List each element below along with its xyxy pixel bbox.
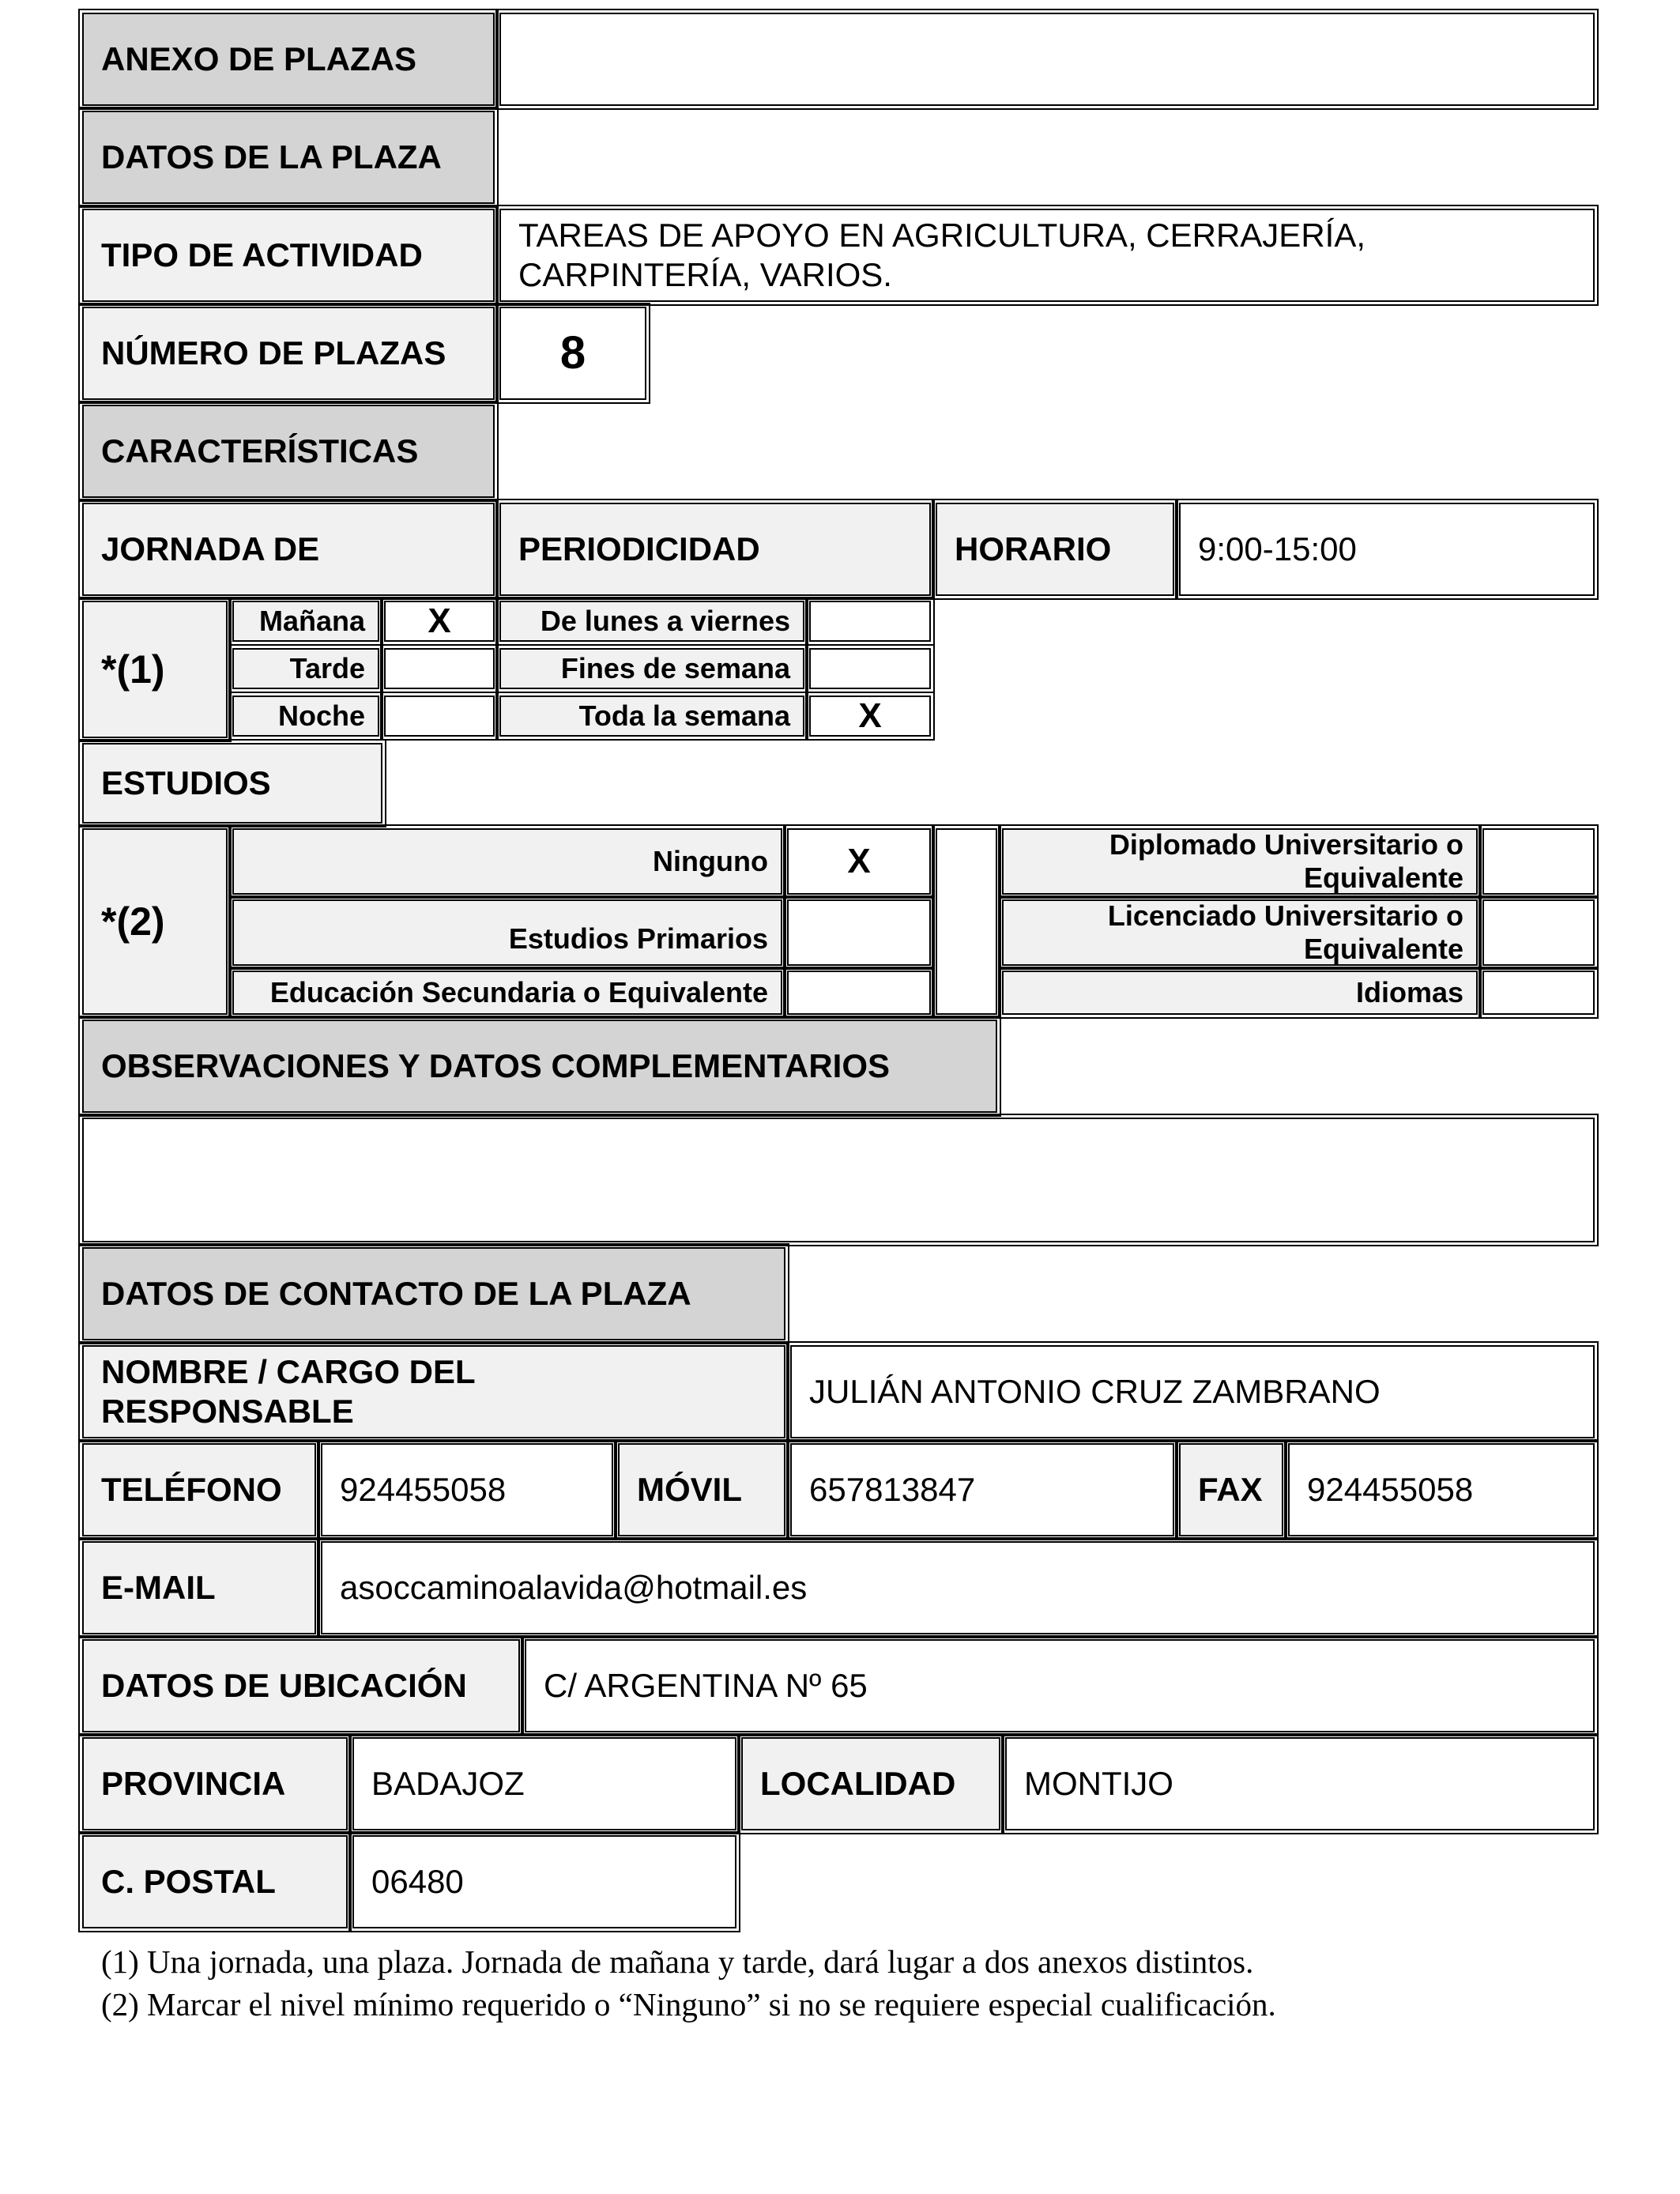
contacto-label: DATOS DE CONTACTO DE LA PLAZA	[82, 1247, 785, 1340]
estudios-diplomado-line-2: Equivalente	[1303, 861, 1463, 894]
observaciones-field[interactable]	[82, 1118, 1595, 1242]
estudios-option-ninguno: Ninguno	[232, 828, 782, 895]
estudios-idiomas-checkbox[interactable]	[1482, 971, 1595, 1015]
email-label: E-MAIL	[82, 1541, 316, 1634]
provincia-value[interactable]: BADAJOZ	[352, 1737, 736, 1830]
responsable-value[interactable]: JULIÁN ANTONIO CRUZ ZAMBRANO	[790, 1345, 1595, 1438]
email-value[interactable]: asoccaminoalavida@hotmail.es	[321, 1541, 1595, 1634]
estudios-option-secundaria: Educación Secundaria o Equivalente	[232, 971, 782, 1015]
anexo-value-field[interactable]	[499, 13, 1595, 106]
telefono-label: TELÉFONO	[82, 1443, 316, 1536]
localidad-value[interactable]: MONTIJO	[1005, 1737, 1595, 1830]
estudios-ninguno-checkbox[interactable]: X	[787, 828, 931, 895]
fax-label: FAX	[1179, 1443, 1283, 1536]
responsable-label-line-1: NOMBRE / CARGO DEL	[101, 1353, 476, 1390]
jornada-tarde-checkbox[interactable]	[384, 648, 495, 689]
estudios-secundaria-checkbox[interactable]	[787, 971, 931, 1015]
estudios-primarios-checkbox[interactable]	[787, 899, 931, 966]
estudios-spacer	[936, 828, 997, 1015]
footnote-1: (1) Una jornada, una plaza. Jornada de mañana y tarde, dará lugar a dos anexos distintos.	[101, 1943, 1254, 1980]
jornada-noche-checkbox[interactable]	[384, 696, 495, 737]
fax-value[interactable]: 924455058	[1288, 1443, 1595, 1536]
estudios-option-primarios: Estudios Primarios	[232, 899, 782, 966]
estudios-option-licenciado	[1002, 899, 1478, 966]
footnote-2: (2) Marcar el nivel mínimo requerido o “Ninguno” si no se requiere especial cualificación.	[101, 1986, 1276, 2022]
ref-2-label: *(2)	[82, 828, 228, 1015]
periodicidad-option-toda-semana: Toda la semana	[499, 696, 804, 737]
horario-label: HORARIO	[936, 503, 1174, 596]
periodicidad-toda-semana-checkbox[interactable]: X	[809, 696, 931, 737]
localidad-label: LOCALIDAD	[741, 1737, 1000, 1830]
observaciones-label: OBSERVACIONES Y DATOS COMPLEMENTARIOS	[82, 1020, 997, 1113]
postal-value[interactable]: 06480	[352, 1835, 736, 1928]
caracteristicas-label: CARACTERÍSTICAS	[82, 405, 495, 498]
tipo-actividad-label: TIPO DE ACTIVIDAD	[82, 209, 495, 302]
estudios-licenciado-line-1: Licenciado Universitario o	[1107, 899, 1463, 932]
responsable-label	[82, 1345, 785, 1438]
movil-value[interactable]: 657813847	[790, 1443, 1174, 1536]
estudios-option-idiomas: Idiomas	[1002, 971, 1478, 1015]
periodicidad-option-lunes-viernes: De lunes a viernes	[499, 601, 804, 642]
horario-value[interactable]: 9:00-15:00	[1179, 503, 1595, 596]
estudios-licenciado-line-2: Equivalente	[1303, 933, 1463, 965]
ubicacion-label: DATOS DE UBICACIÓN	[82, 1639, 520, 1732]
anexo-label: ANEXO DE PLAZAS	[82, 13, 495, 106]
numero-plazas-label: NÚMERO DE PLAZAS	[82, 307, 495, 400]
provincia-label: PROVINCIA	[82, 1737, 348, 1830]
datos-plaza-label: DATOS DE LA PLAZA	[82, 111, 495, 204]
ref-1-label: *(1)	[82, 601, 228, 738]
responsable-label-line-2: RESPONSABLE	[101, 1393, 354, 1430]
estudios-option-diplomado	[1002, 828, 1478, 895]
jornada-option-manana: Mañana	[232, 601, 379, 642]
numero-plazas-value[interactable]: 8	[499, 307, 646, 400]
periodicidad-label: PERIODICIDAD	[499, 503, 931, 596]
jornada-manana-checkbox[interactable]: X	[384, 601, 495, 642]
jornada-option-noche: Noche	[232, 696, 379, 737]
jornada-label: JORNADA DE	[82, 503, 495, 596]
jornada-option-tarde: Tarde	[232, 648, 379, 689]
tipo-actividad-value[interactable]	[499, 209, 1595, 302]
ubicacion-value[interactable]: C/ ARGENTINA Nº 65	[525, 1639, 1595, 1732]
estudios-diplomado-line-1: Diplomado Universitario o	[1109, 828, 1463, 861]
estudios-diplomado-checkbox[interactable]	[1482, 828, 1595, 895]
periodicidad-option-fines-semana: Fines de semana	[499, 648, 804, 689]
periodicidad-fines-semana-checkbox[interactable]	[809, 648, 931, 689]
tipo-actividad-line-2: CARPINTERÍA, VARIOS.	[518, 256, 892, 293]
movil-label: MÓVIL	[618, 1443, 785, 1536]
estudios-licenciado-checkbox[interactable]	[1482, 899, 1595, 966]
postal-label: C. POSTAL	[82, 1835, 348, 1928]
estudios-label: ESTUDIOS	[82, 743, 382, 824]
telefono-value[interactable]: 924455058	[321, 1443, 613, 1536]
periodicidad-lunes-viernes-checkbox[interactable]	[809, 601, 931, 642]
tipo-actividad-line-1: TAREAS DE APOYO EN AGRICULTURA, CERRAJERÍA,	[518, 217, 1366, 254]
